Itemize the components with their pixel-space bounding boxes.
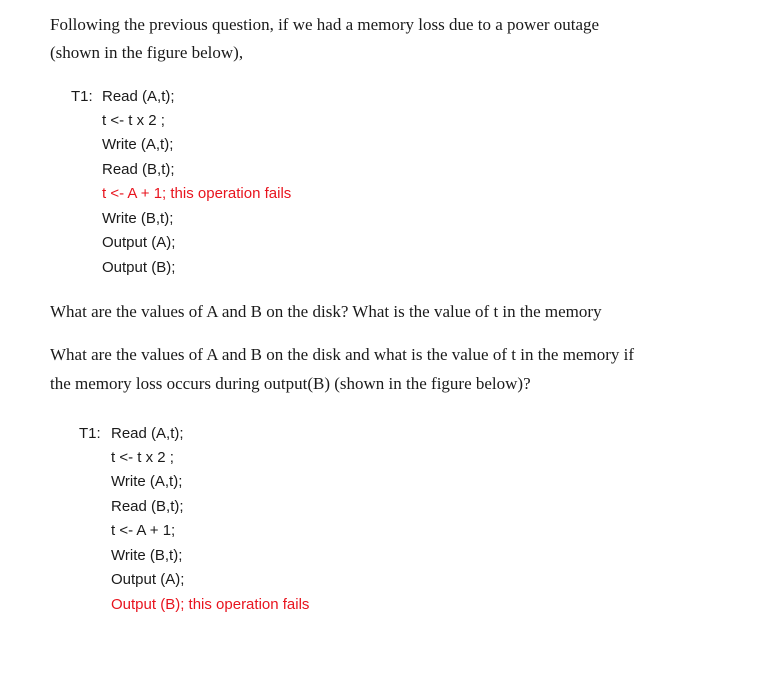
intro-line-1: Following the previous question, if we had a memory loss due to a power outage [50,15,600,34]
code-line: Output (A); [102,234,176,251]
code-line: Output (A); [111,571,185,588]
question-2-line-1: What are the values of A and B on the disk and what is the value of t in the memory if [50,345,634,364]
question-2-line-2: the memory loss occurs during output(B) (shown in the figure below)? [50,374,531,393]
code-line: Write (B,t); [102,210,174,227]
code-line: Read (B,t); [102,161,175,178]
code-line: t <- t x 2 ; [111,449,174,466]
code-line: t <- t x 2 ; [102,112,165,129]
transaction-label: T1: [71,88,93,105]
code-line: Output (B); [102,259,176,276]
code-line: Read (A,t); [102,88,175,105]
code-line: Write (B,t); [111,547,183,564]
failed-operation-line: Output (B); this operation fails [111,596,310,613]
failed-operation-line: t <- A + 1; this operation fails [102,185,292,202]
code-line: Read (B,t); [111,498,184,515]
transaction-label: T1: [79,425,101,442]
intro-line-2: (shown in the figure below), [50,43,244,62]
code-line: Write (A,t); [111,473,183,490]
code-line: t <- A + 1; [111,522,176,539]
code-line: Read (A,t); [111,425,184,442]
question-1: What are the values of A and B on the disk? What is the value of t in the memory [50,302,602,321]
code-line: Write (A,t); [102,136,174,153]
